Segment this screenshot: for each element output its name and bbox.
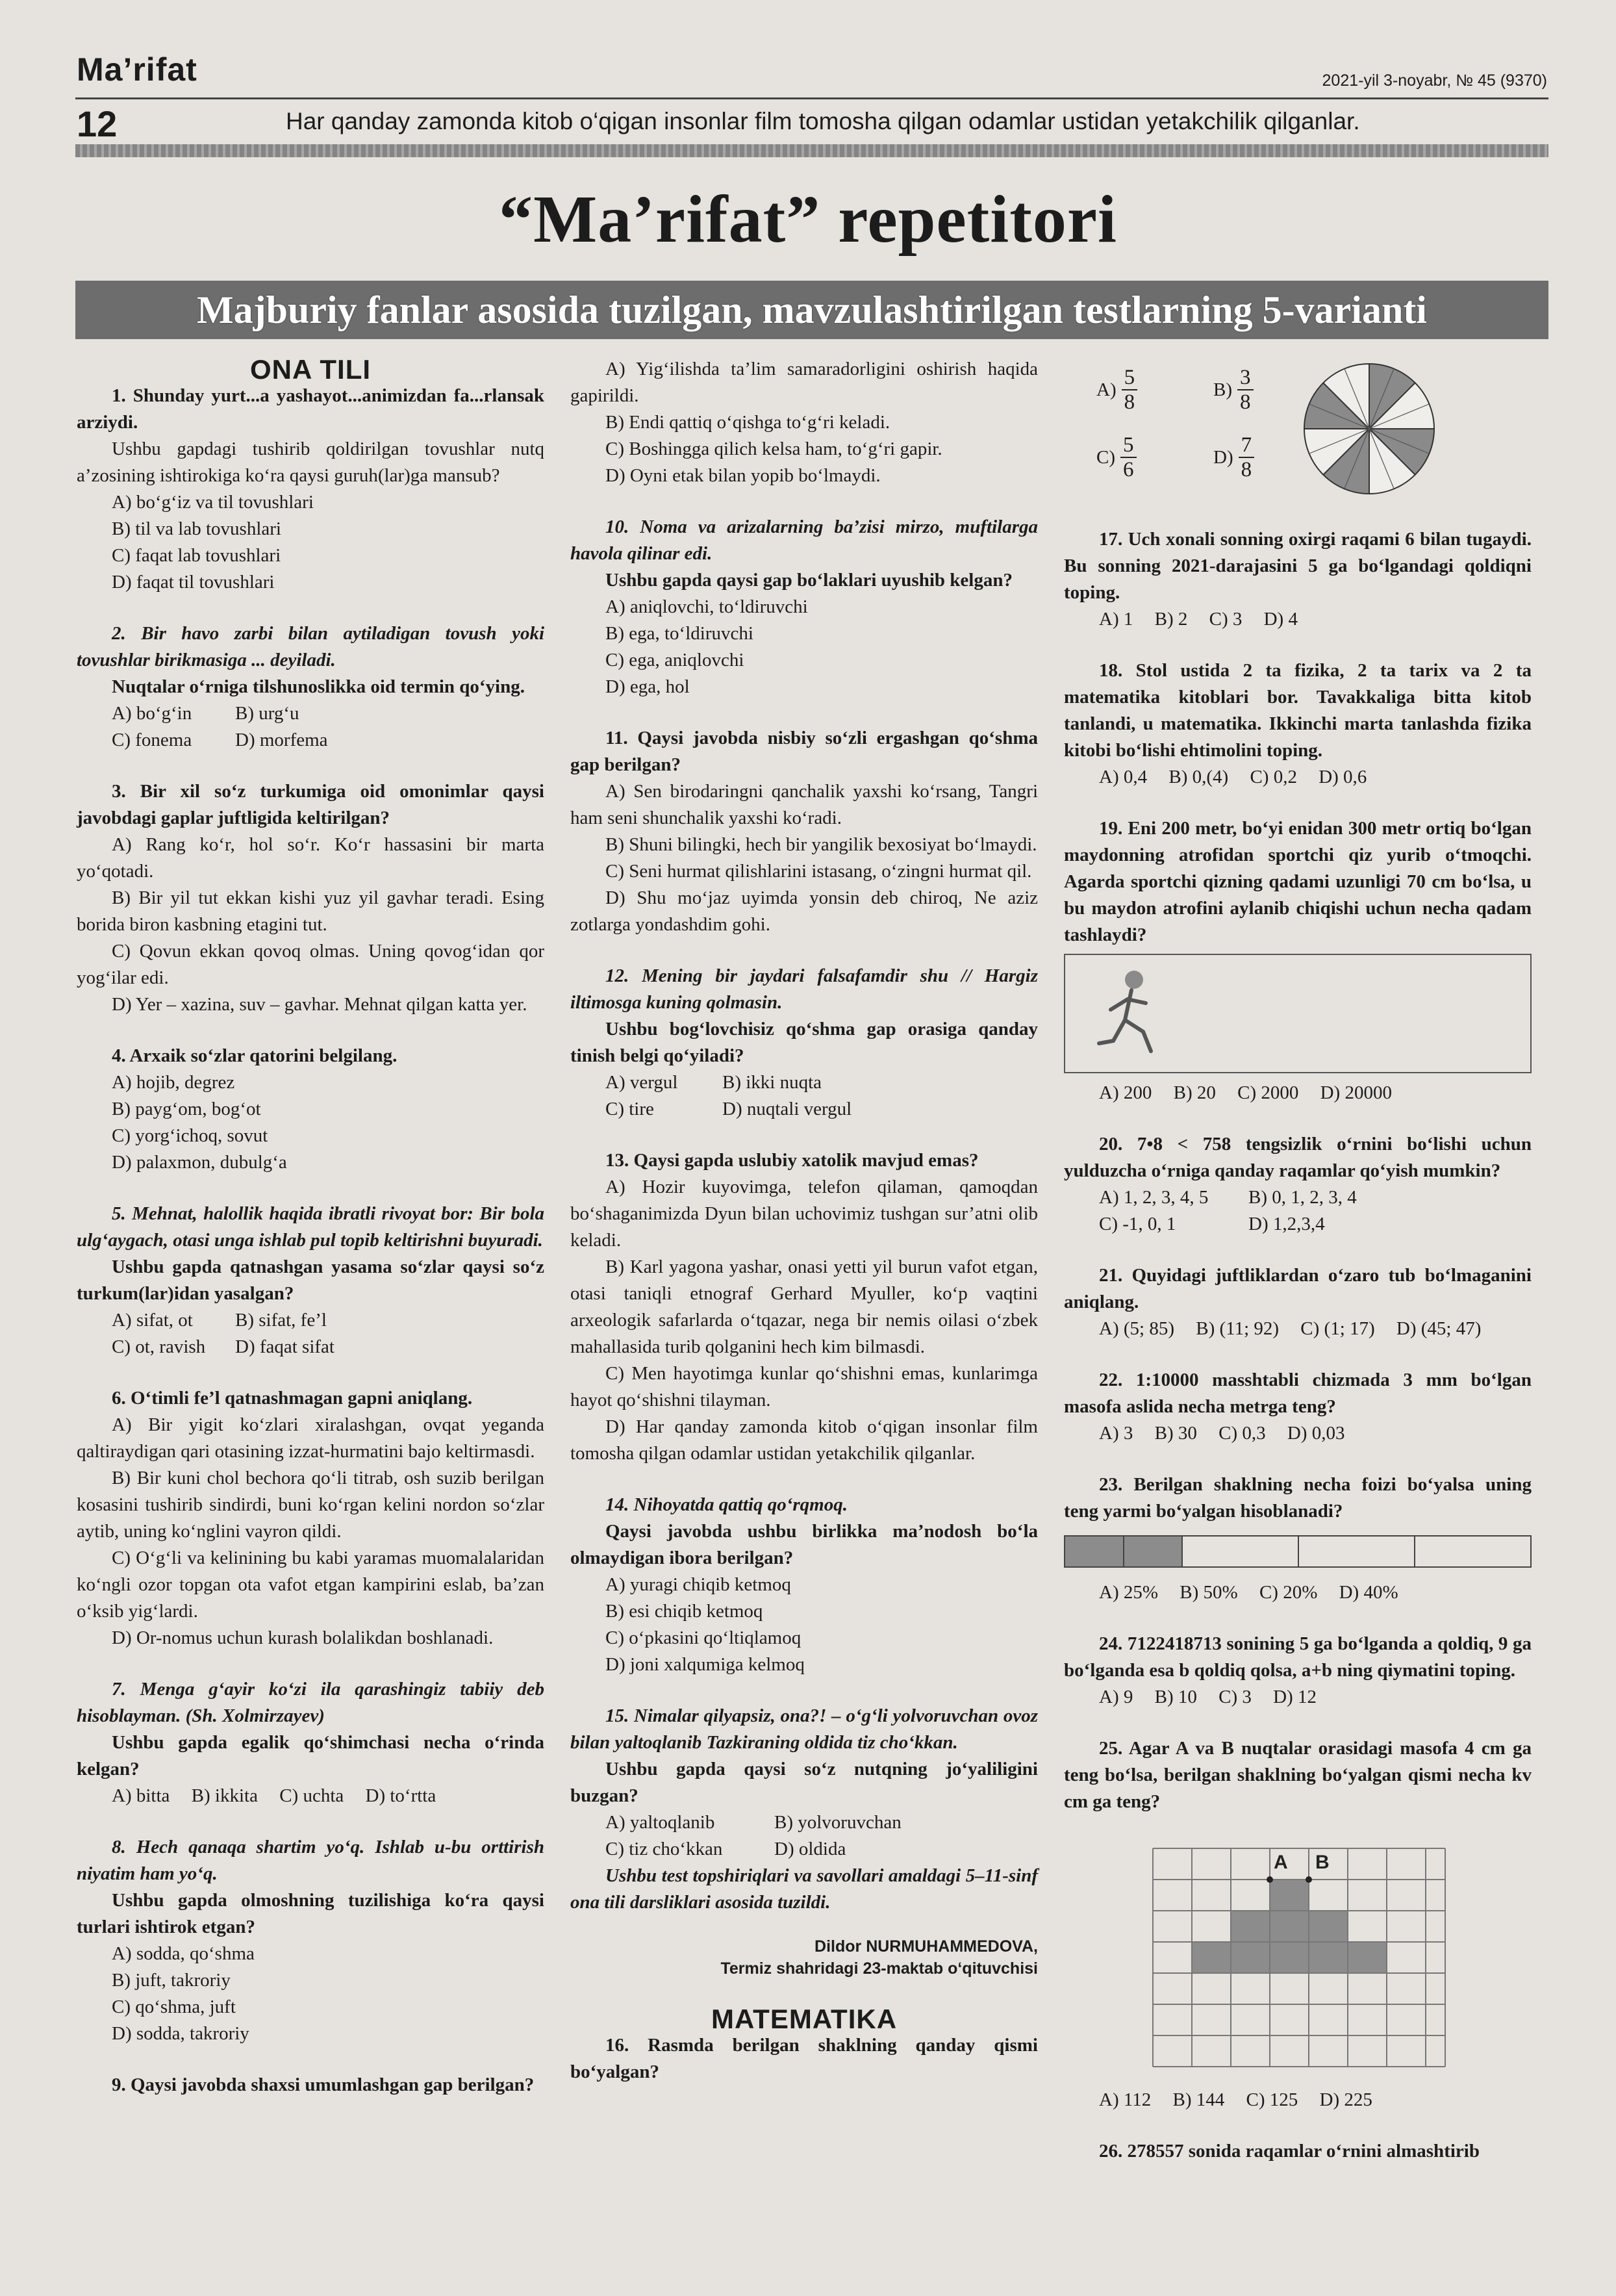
question-12 [570,963,1038,1123]
option-c: C) ot, ravish [112,1336,206,1357]
option-a: A) aniqlovchi, to‘ldiruvchi [605,596,808,617]
option-b: B) ikkita [191,1785,258,1806]
option-a: A) Sen birodaringni qanchalik yaxshi ko‘rsang, Tangri ham seni shunchalik yaxshi ko‘radi. [570,781,1038,828]
segmented-bar-figure [1064,1535,1532,1568]
option-a: A) Yig‘ilishda ta’lim samaradorligini oshirish haqida gapirildi. [570,359,1038,406]
point-b-label: B [1315,1852,1330,1873]
question-text: 24. 7122418713 sonining 5 ga bo‘lganda a qoldiq, 9 ga bo‘lganda esa b qoldiq qolsa, a+b ning qiymatini toping. [1064,1633,1532,1681]
option-b: B) Karl yagona yashar, onasi yetti yil burun vafot etgan, otasi taniqli etnograf Gerhard Myuller, ko‘p vaqtini arxeologik safarlarda o‘tqazar, nega bir nemis oilasi o‘zbek mahallasida turib qolganini hech kim bilmasdi. [570,1256,1038,1357]
option-d: D) oldida [774,1839,846,1859]
column-1 [77,356,544,2098]
option-c: C) tiz cho‘kkan [605,1839,723,1859]
issue-dateline: 2021-yil 3-noyabr, № 45 (9370) [1322,71,1547,90]
option-b: B) juft, takroriy [112,1970,231,1991]
runner-illustration [1064,954,1532,1073]
option-d: D) Shu mo‘jaz uyimda yonsin deb chiroq, Ne aziz zotlarga yondashdim gohi. [570,887,1038,935]
option-d: D) Or-nomus uchun kurash bolalikdan boshlanadi. [112,1627,494,1648]
section-banner: Majburiy fanlar asosida tuzilgan, mavzulashtirilgan testlarning 5-varianti [75,281,1548,339]
option-a: A) bitta [112,1785,170,1806]
option-b: B) til va lab tovushlari [112,518,281,539]
option-b: B) Shuni bilingki, hech bir yangilik bexosiyat bo‘lmaydi. [605,834,1037,855]
option-b: B) urg‘u [235,703,299,724]
question-text: 25. Agar A va B nuqtalar orasidagi masofa 4 cm ga teng bo‘lsa, berilgan shaklning bo‘yalgan qismi necha kv cm ga teng? [1064,1738,1532,1812]
option-d: D) Oyni etak bilan yopib bo‘lmaydi. [605,465,881,486]
option-d: D) 0,6 [1319,767,1367,787]
question-26 [1064,2138,1532,2165]
question-body: Nuqtalar o‘rniga tilshunoslikka oid termin qo‘ying. [112,676,525,697]
option-b: B) Endi qattiq o‘qishga to‘g‘ri keladi. [605,412,890,433]
point-a-label: A [1274,1852,1288,1873]
question-text: 4. Arxaik so‘zlar qatorini belgilang. [112,1045,398,1066]
masthead-logo: Ma’rifat [77,51,197,88]
question-body: Ushbu bog‘lovchisiz qo‘shma gap orasiga qanday tinish belgi qo‘yiladi? [570,1019,1038,1066]
question-17 [1064,526,1532,633]
option-b: B) yolvoruvchan [774,1812,902,1833]
option-c: C) ega, aniqlovchi [605,650,744,670]
option-a: A) yuragi chiqib ketmoq [605,1574,791,1595]
question-text: 11. Qaysi javobda nisbiy so‘zli ergashgan qo‘shma gap berilgan? [570,728,1038,775]
option-c: C) faqat lab tovushlari [112,545,281,566]
option-b: B) (11; 92) [1196,1318,1280,1339]
option-a: A) Bir yigit ko‘zlari xiralashgan, ovqat yeganda qaltiraydigan qari otasining izzat-hurmatini bajo keltirmasdi. [77,1414,544,1462]
question-text: 9. Qaysi javobda shaxsi umumlashgan gap berilgan? [112,2074,535,2095]
option-c: C) uchta [279,1785,344,1806]
option-b: B) Bir yil tut ekkan kishi yuz yil gavhar teradi. Esing borida biron kasbning etagini tut. [77,887,544,935]
running-girl-icon [1091,964,1169,1062]
option-b: B) 0, 1, 2, 3, 4 [1248,1187,1357,1208]
question-text: 18. Stol ustida 2 ta fizika, 2 ta tarix va 2 ta matematika kitoblari bor. Tavakkaliga bitta kitob tanlandi, u matematika. Ikkinchi marta tanlashda fizika kitobi bo‘lishi ehtimolini toping. [1064,660,1532,761]
option-d: D) 0,03 [1287,1423,1345,1444]
question-25 [1064,1735,1532,2113]
question-text: 15. Nimalar qilyapsiz, ona?! – o‘g‘li yolvoruvchan ovoz bilan yaltoqlanib Tazkiraning oldida tiz cho‘kkan. [570,1705,1038,1753]
option-d: D) 40% [1339,1582,1398,1603]
option-d: D) Yer – xazina, suv – gavhar. Mehnat qilgan katta yer. [112,994,527,1015]
question-text: 23. Berilgan shaklning necha foizi bo‘yalsa uning teng yarmi bo‘yalgan hisoblanadi? [1064,1474,1532,1522]
option-a: A) vergul [605,1072,678,1093]
option-a: A) Hozir kuyovimga, telefon qilaman, qamoqdan bo‘shaganimizda Dyun bilan uchovimiz tushgan sur’atni olib keladi. [570,1177,1038,1251]
option-b: B) 144 [1172,2089,1225,2110]
option-a: A) 1 [1099,609,1133,630]
grid-shape-figure [1139,1824,1463,2078]
question-16 [570,2032,1038,2086]
option-d: D) faqat sifat [235,1336,335,1357]
option-d: D) 1,2,3,4 [1248,1214,1325,1234]
option-d: D) 4 [1263,609,1298,630]
option-a: A) bo‘g‘iz va til tovushlari [112,492,314,513]
question-18 [1064,657,1532,791]
option-a-fraction: $\frac{5}{8}$ [1122,366,1138,414]
question-text: 13. Qaysi gapda uslubiy xatolik mavjud emas? [605,1150,979,1171]
option-c: C) O‘g‘li va kelinining bu kabi yaramas muomalalaridan ko‘ngli ozor topgan ota vafot etgan kampirini eslab, ba’zan o‘ksib yig‘lardi. [77,1548,544,1622]
option-d: D) sodda, takroriy [112,2023,249,2044]
option-c: C) o‘pkasini qo‘ltiqlamoq [605,1627,802,1648]
question-text: 12. Mening bir jaydari falsafamdir shu // Hargiz iltimosga kuning qolmasin. [570,965,1038,1013]
option-d-label: D) [1213,446,1233,468]
option-d: D) 20000 [1320,1082,1392,1103]
question-6 [77,1385,544,1652]
question-text: 6. O‘timli fe’l qatnashmagan gapni aniqlang. [112,1388,473,1409]
option-a-label: A) [1096,379,1117,400]
test-note: Ushbu test topshiriqlari va savollari amaldagi 5–11-sinf ona tili darsliklari asosida tuzildi. [570,1865,1038,1913]
question-4 [77,1043,544,1176]
question-text: 2. Bir havo zarbi bilan aytiladigan tovush yoki tovushlar birikmasiga ... deyiladi. [77,623,544,670]
option-c: C) -1, 0, 1 [1099,1214,1176,1234]
question-13 [570,1147,1038,1467]
option-d: D) 225 [1319,2089,1372,2110]
option-c: C) 2000 [1237,1082,1299,1103]
option-c: C) 125 [1246,2089,1298,2110]
question-5 [77,1201,544,1360]
option-d: D) to‘rtta [365,1785,436,1806]
question-body: Ushbu gapda egalik qo‘shimchasi necha o‘rinda kelgan? [77,1732,544,1779]
option-b-label: B) [1213,379,1232,400]
option-c: C) 20% [1259,1582,1318,1603]
option-c: C) Boshingga qilich kelsa ham, to‘g‘ri gapir. [605,439,942,459]
option-b: B) Bir kuni chol bechora qo‘li titrab, osh suzib berilgan kosasini tushirib sindirdi, buni ko‘rgan kelini nordon so‘zlar aytib, uning ko‘nglini vayron qildi. [77,1468,544,1542]
option-b: B) 10 [1154,1687,1197,1707]
question-body: Ushbu gapda qaysi gap bo‘laklari uyushib kelgan? [605,570,1013,591]
option-d: D) ega, hol [605,676,690,697]
option-c: C) Men hayotimga kunlar qo‘shishni emas, kunlarimga hayot qo‘shishni tilayman. [570,1363,1038,1410]
option-d: D) faqat til tovushlari [112,572,275,593]
question-1 [77,383,544,596]
page-tagline: Har qanday zamonda kitob o‘qigan insonlar film tomosha qilgan odamlar ustidan yetakchilik qilganlar. [286,108,1360,134]
question-text: 26. 278557 sonida raqamlar o‘rnini almashtirib [1099,2141,1480,2162]
option-d: D) Har qanday zamonda kitob o‘qigan insonlar film tomosha qilgan odamlar ustidan yetakchilik qilganlar. [570,1416,1038,1464]
option-a: A) (5; 85) [1099,1318,1174,1339]
header-rule [75,97,1548,99]
option-a: A) 3 [1099,1423,1133,1444]
option-d-fraction: $\frac{7}{8}$ [1239,433,1255,481]
question-text: 19. Eni 200 metr, bo‘yi enidan 300 metr ortiq bo‘lgan maydonning atrofidan sportchi qiz yurib o‘tmoqchi. Agarda sportchi qizning qadami uzunligi 70 cm bo‘lsa, u bu maydon atrofini aylanib chiqishi uchun necha qadam tashlaydi? [1064,818,1532,945]
option-a: A) sifat, ot [112,1310,193,1331]
option-b-fraction: $\frac{3}{8}$ [1237,366,1254,414]
option-a: A) 0,4 [1099,767,1148,787]
option-a: A) sodda, qo‘shma [112,1943,255,1964]
question-20 [1064,1131,1532,1238]
question-text: 20. 7•8 < 758 tengsizlik o‘rnini bo‘lishi uchun yulduzcha o‘rniga qanday raqamlar qo‘yish mumkin? [1064,1134,1532,1181]
question-body: Ushbu gapdagi tushirib qoldirilgan tovushlar nutq a’zosining ishtirokiga ko‘ra qaysi guruh(lar)ga mansub? [77,439,544,486]
question-23 [1064,1472,1532,1606]
page-number: 12 [77,103,118,144]
page-title: “Ma’rifat” repetitori [499,182,1117,257]
option-a: A) bo‘g‘in [112,703,192,724]
option-c: C) (1; 17) [1300,1318,1375,1339]
option-a: A) 1, 2, 3, 4, 5 [1099,1187,1209,1208]
question-text: 7. Menga g‘ayir ko‘zi ila qarashingiz tabiiy deb hisoblayman. (Sh. Xolmirzayev) [77,1679,544,1726]
question-text: 5. Mehnat, halollik haqida ibratli rivoyat bor: Bir bola ulg‘aygach, otasi unga ishlab pul topib keltirishni buyuradi. [77,1203,544,1251]
question-text: 14. Nihoyatda qattiq qo‘rqmoq. [605,1494,848,1515]
question-body: Qaysi javobda ushbu birlikka ma’nodosh bo‘la olmaydigan ibora berilgan? [570,1521,1038,1568]
question-16-options [1064,356,1532,512]
decorative-band [75,144,1548,157]
option-b: B) 30 [1154,1423,1197,1444]
question-8 [77,1834,544,2047]
author-name: Dildor NURMUHAMMEDOVA, [814,1937,1038,1956]
section-heading-ona-tili: ONA TILI [249,354,372,385]
option-b: B) payg‘om, bog‘ot [112,1099,261,1119]
question-text: 3. Bir xil so‘z turkumiga oid omonimlar qaysi javobdagi gaplar juftligida keltirilgan? [77,781,544,828]
option-a: A) 112 [1099,2089,1152,2110]
option-b: B) 50% [1180,1582,1238,1603]
option-c: C) 3 [1209,609,1243,630]
question-14 [570,1492,1038,1678]
option-d: D) nuqtali vergul [722,1099,852,1119]
author-role: Termiz shahridagi 23-maktab o‘qituvchisi [720,1959,1038,1978]
option-a: A) 25% [1099,1582,1159,1603]
option-a: A) hojib, degrez [112,1072,235,1093]
option-c: C) 0,2 [1250,767,1297,787]
question-body: Ushbu gapda olmoshning tuzilishiga ko‘ra qaysi turlari ishtirok etgan? [77,1890,544,1937]
option-b: B) esi chiqib ketmoq [605,1601,763,1622]
question-15 [570,1703,1038,1863]
question-3 [77,778,544,1018]
question-24 [1064,1631,1532,1711]
question-2 [77,620,544,754]
option-c-label: C) [1096,446,1115,468]
option-a: A) 200 [1099,1082,1152,1103]
option-c: C) Qovun ekkan qovoq olmas. Uning qovog‘idan qor yog‘ilar edi. [77,941,544,988]
option-c: C) tire [605,1099,654,1119]
option-a: A) yaltoqlanib [605,1812,715,1833]
option-a: A) Rang ko‘r, hol so‘r. Ko‘r hassasini bir marta yo‘qotadi. [77,834,544,882]
section-heading-matematika: MATEMATIKA [711,2004,898,2034]
option-b: B) ega, to‘ldiruvchi [605,623,753,644]
option-c: C) Seni hurmat qilishlarini istasang, o‘zingni hurmat qil. [605,861,1032,882]
question-22 [1064,1367,1532,1447]
option-d: D) 12 [1273,1687,1317,1707]
option-d: D) joni xalqumiga kelmoq [605,1654,805,1675]
option-d: D) (45; 47) [1396,1318,1482,1339]
option-c: C) yorg‘ichoq, sovut [112,1125,268,1146]
option-c: C) 0,3 [1218,1423,1266,1444]
author-signature [570,1935,1038,1980]
question-9 [77,2072,544,2098]
question-7 [77,1676,544,1809]
question-text: 10. Noma va arizalarning ba’zisi mirzo, muftilarga havola qilinar edi. [570,517,1038,564]
question-body: Ushbu gapda qaysi so‘z nutqning jo‘yaliligini buzgan? [570,1759,1038,1806]
option-a: A) 9 [1099,1687,1133,1707]
question-text: 8. Hech qanaqa shartim yo‘q. Ishlab u-bu orttirish niyatim ham yo‘q. [77,1837,544,1884]
column-2 [570,356,1038,2086]
question-text: 17. Uch xonali sonning oxirgi raqami 6 bilan tugaydi. Bu sonning 2021-darajasini 5 ga bo‘lgandagi qoldiqni toping. [1064,529,1532,603]
option-b: B) 20 [1173,1082,1216,1103]
option-c: C) fonema [112,730,192,750]
question-11 [570,725,1038,938]
option-d: D) palaxmon, dubulg‘a [112,1152,287,1173]
option-c-fraction: $\frac{5}{6}$ [1120,433,1137,481]
question-10 [570,514,1038,700]
option-b: B) ikki nuqta [722,1072,822,1093]
option-b: B) 0,(4) [1168,767,1229,787]
column-3 [1064,356,1532,2165]
option-c: C) qo‘shma, juft [112,1996,236,2017]
segmented-circle-figure [1298,357,1441,500]
question-body: Ushbu gapda qatnashgan yasama so‘zlar qaysi so‘z turkum(lar)idan yasalgan? [77,1256,544,1304]
question-21 [1064,1262,1532,1342]
option-b: B) 2 [1154,609,1188,630]
question-text: 1. Shunday yurt...a yashayot...animizdan fa...rlansak arziydi. [77,385,544,433]
question-text: 16. Rasmda berilgan shaklning qanday qismi bo‘yalgan? [570,2035,1038,2082]
question-text: 22. 1:10000 masshtabli chizmada 3 mm bo‘lgan masofa aslida necha metrga teng? [1064,1370,1532,1417]
question-9-options [570,356,1038,489]
option-b: B) sifat, fe’l [235,1310,327,1331]
option-c: C) 3 [1218,1687,1252,1707]
question-text: 21. Quyidagi juftliklardan o‘zaro tub bo‘lmaganini aniqlang. [1064,1265,1532,1312]
question-19 [1064,815,1532,1106]
option-d: D) morfema [235,730,328,750]
